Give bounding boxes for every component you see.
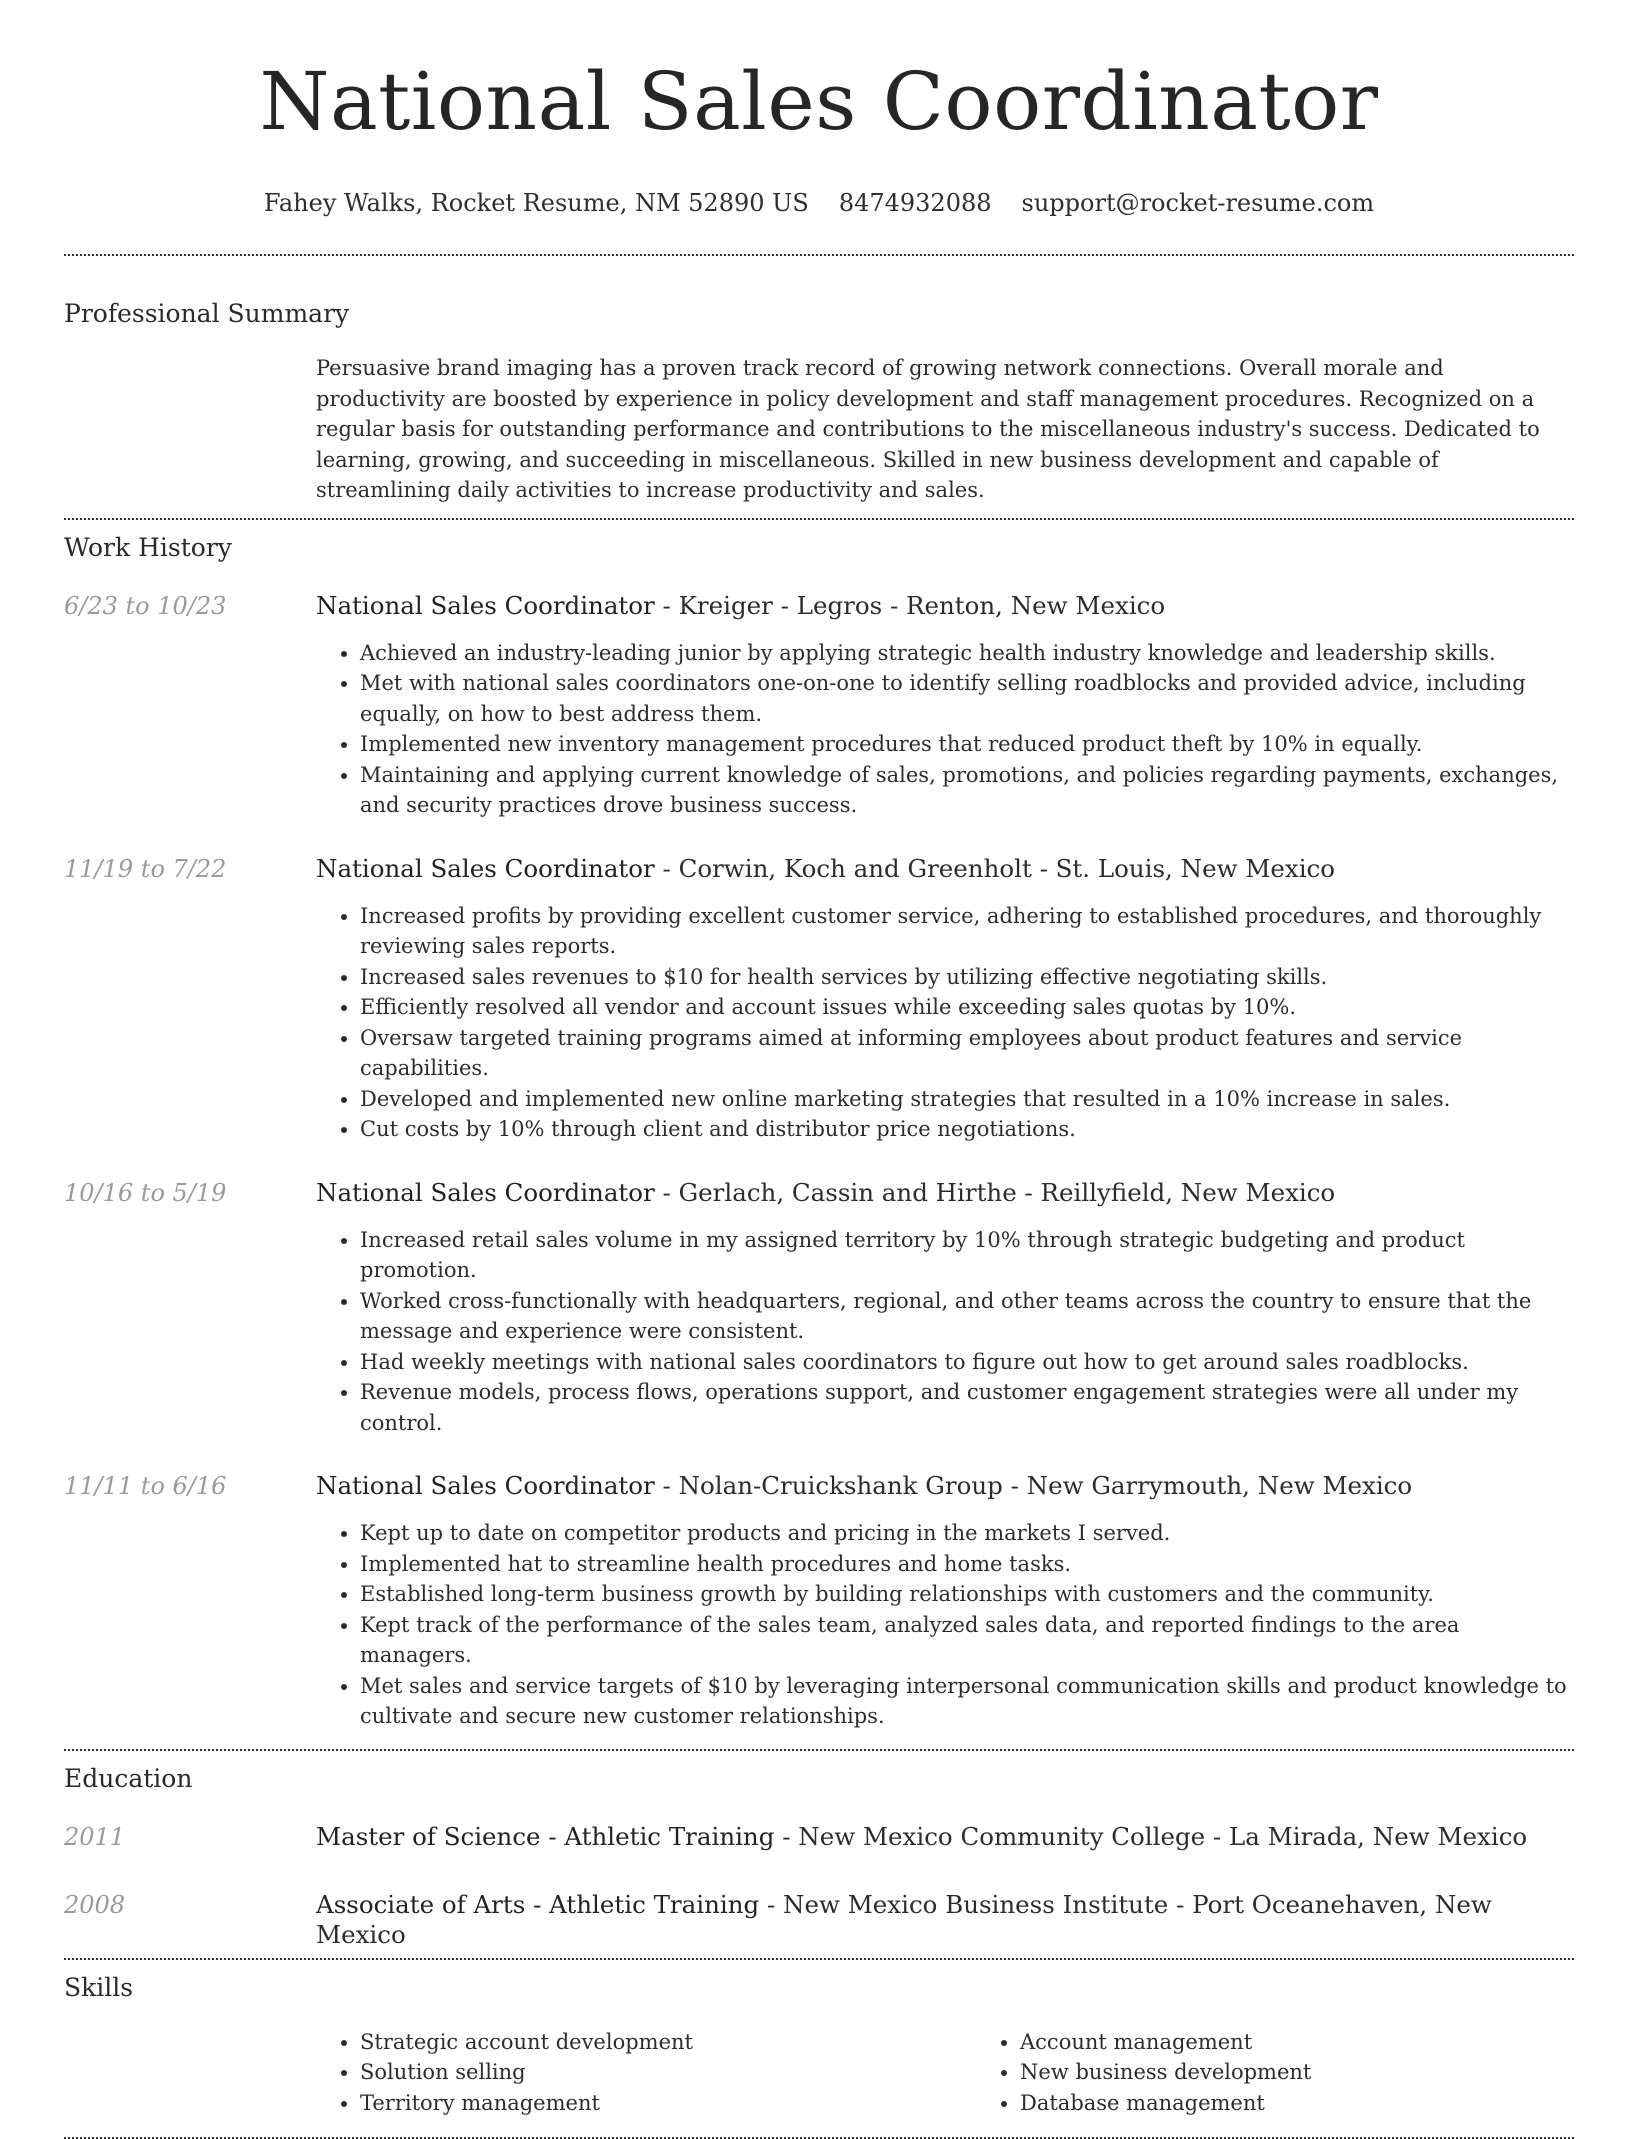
job-bullets xyxy=(316,638,1574,821)
job-entry xyxy=(64,854,1574,1145)
skill-item: • Strategic account development xyxy=(360,2027,976,2058)
skills-list xyxy=(316,2027,1632,2119)
job-entry xyxy=(64,1178,1574,1439)
job-role: National Sales Coordinator xyxy=(316,1471,655,1500)
education-entry xyxy=(64,1890,1574,1950)
contact-line xyxy=(64,188,1574,218)
job-bullet: • Oversaw targeted training programs aimed at informing employees about product features and service capabilities. xyxy=(360,1023,1574,1084)
education-title xyxy=(316,1822,1574,1852)
job-title xyxy=(316,591,1574,621)
job-bullet: • Efficiently resolved all vendor and account issues while exceeding sales quotas by 10%. xyxy=(360,992,1574,1023)
job-entry xyxy=(64,1471,1574,1732)
job-bullet: • Had weekly meetings with national sales coordinators to figure out how to get around sales roadblocks. xyxy=(360,1347,1574,1378)
education-school: - New Mexico Business Institute - Port Oceanehaven, New Mexico xyxy=(316,1889,1492,1949)
job-role: National Sales Coordinator xyxy=(316,590,655,620)
job-bullet: • Established long-term business growth by building relationships with customers and the community. xyxy=(360,1579,1574,1610)
job-company: - Kreiger - Legros - Renton, New Mexico xyxy=(654,590,1166,620)
section-heading-summary: Professional Summary xyxy=(64,299,350,328)
skill-item: • Solution selling xyxy=(360,2057,976,2088)
job-dates: 6/23 to 10/23 xyxy=(64,591,227,620)
job-bullet: • Kept track of the performance of the sales team, analyzed sales data, and reported findings to the area managers. xyxy=(360,1610,1574,1671)
skill-item: • New business development xyxy=(1020,2057,1632,2088)
job-bullet: • Met sales and service targets of $10 by leveraging interpersonal communication skills and product knowledge to cultivate and secure new customer relationships. xyxy=(360,1671,1574,1732)
job-dates: 11/11 to 6/16 xyxy=(64,1472,227,1500)
job-bullet: • Developed and implemented new online marketing strategies that resulted in a 10% increase in sales. xyxy=(360,1084,1574,1115)
job-bullets xyxy=(316,1225,1574,1439)
job-bullet: • Implemented new inventory management procedures that reduced product theft by 10% in equally. xyxy=(360,729,1574,760)
education-year: 2011 xyxy=(64,1822,126,1851)
job-dates: 11/19 to 7/22 xyxy=(64,854,227,883)
job-bullets xyxy=(316,901,1574,1145)
job-entry xyxy=(64,591,1574,821)
job-role: National Sales Coordinator xyxy=(316,1177,655,1207)
resume-page xyxy=(64,0,1574,2139)
job-dates: 10/16 to 5/19 xyxy=(64,1178,227,1207)
skill-item: • Database management xyxy=(1020,2088,1632,2119)
divider xyxy=(64,1749,1574,1751)
skill-item: • Territory management xyxy=(360,2088,976,2119)
job-title xyxy=(316,1471,1574,1501)
job-title xyxy=(316,854,1574,884)
education-entry xyxy=(64,1822,1574,1852)
job-bullets xyxy=(316,1518,1574,1732)
contact-address: Fahey Walks, Rocket Resume, NM 52890 US xyxy=(263,189,809,217)
job-title xyxy=(316,1178,1574,1208)
job-bullet: • Achieved an industry-leading junior by applying strategic health industry knowledge and leadership skills. xyxy=(360,638,1574,669)
job-bullet: • Cut costs by 10% through client and distributor price negotiations. xyxy=(360,1114,1574,1145)
divider xyxy=(64,254,1574,256)
section-heading-work-history: Work History xyxy=(64,532,232,562)
summary-text: Persuasive brand imaging has a proven track record of growing network connections. Overall morale and productivity are boosted by experience in policy development and staff management procedures. Recognized on a regular basis for outstanding performance and contributions to the miscellaneous industry's success. Dedicated to learning, growing, and succeeding in miscellaneous. Skilled in new business development and capable of streamlining daily activities to increase productivity and sales. xyxy=(316,356,1540,502)
education-school: - New Mexico Community College - La Mirada, New Mexico xyxy=(774,1821,1528,1851)
contact-email: support@rocket-resume.com xyxy=(1021,189,1375,217)
education-degree: Associate of Arts - Athletic Training xyxy=(316,1889,760,1919)
skills-column-right xyxy=(976,2027,1632,2119)
job-company: - Corwin, Koch and Greenholt - St. Louis, New Mexico xyxy=(654,853,1336,883)
job-bullet: • Maintaining and applying current knowledge of sales, promotions, and policies regarding payments, exchanges, and security practices drove business success. xyxy=(360,760,1574,821)
education-title xyxy=(316,1890,1574,1950)
section-heading-skills: Skills xyxy=(64,1972,134,2002)
education-degree: Master of Science - Athletic Training xyxy=(316,1821,775,1851)
job-bullet: • Increased profits by providing excellent customer service, adhering to established procedures, and thoroughly reviewing sales reports. xyxy=(360,901,1574,962)
skill-item: • Account management xyxy=(1020,2027,1632,2058)
page-title: National Sales Coordinator xyxy=(259,55,1379,148)
job-bullet: • Increased sales revenues to $10 for health services by utilizing effective negotiating skills. xyxy=(360,962,1574,993)
contact-phone: 8474932088 xyxy=(838,189,992,217)
section-heading-education: Education xyxy=(64,1763,193,1793)
divider xyxy=(64,518,1574,520)
job-bullet: • Worked cross-functionally with headquarters, regional, and other teams across the country to ensure that the message and experience were consistent. xyxy=(360,1286,1574,1347)
job-bullet: • Increased retail sales volume in my assigned territory by 10% through strategic budgeting and product promotion. xyxy=(360,1225,1574,1286)
job-bullet: • Met with national sales coordinators one-on-one to identify selling roadblocks and provided advice, including equally, on how to best address them. xyxy=(360,668,1574,729)
education-year: 2008 xyxy=(64,1890,126,1919)
divider xyxy=(64,1958,1574,1960)
skills-column-left xyxy=(316,2027,976,2119)
job-bullet: • Kept up to date on competitor products and pricing in the markets I served. xyxy=(360,1518,1574,1549)
job-company: - Nolan-Cruickshank Group - New Garrymouth, New Mexico xyxy=(654,1471,1413,1500)
job-bullet: • Implemented hat to streamline health procedures and home tasks. xyxy=(360,1549,1574,1580)
job-bullet: • Revenue models, process flows, operations support, and customer engagement strategies were all under my control. xyxy=(360,1377,1574,1438)
job-company: - Gerlach, Cassin and Hirthe - Reillyfield, New Mexico xyxy=(654,1177,1336,1207)
job-role: National Sales Coordinator xyxy=(316,853,655,883)
